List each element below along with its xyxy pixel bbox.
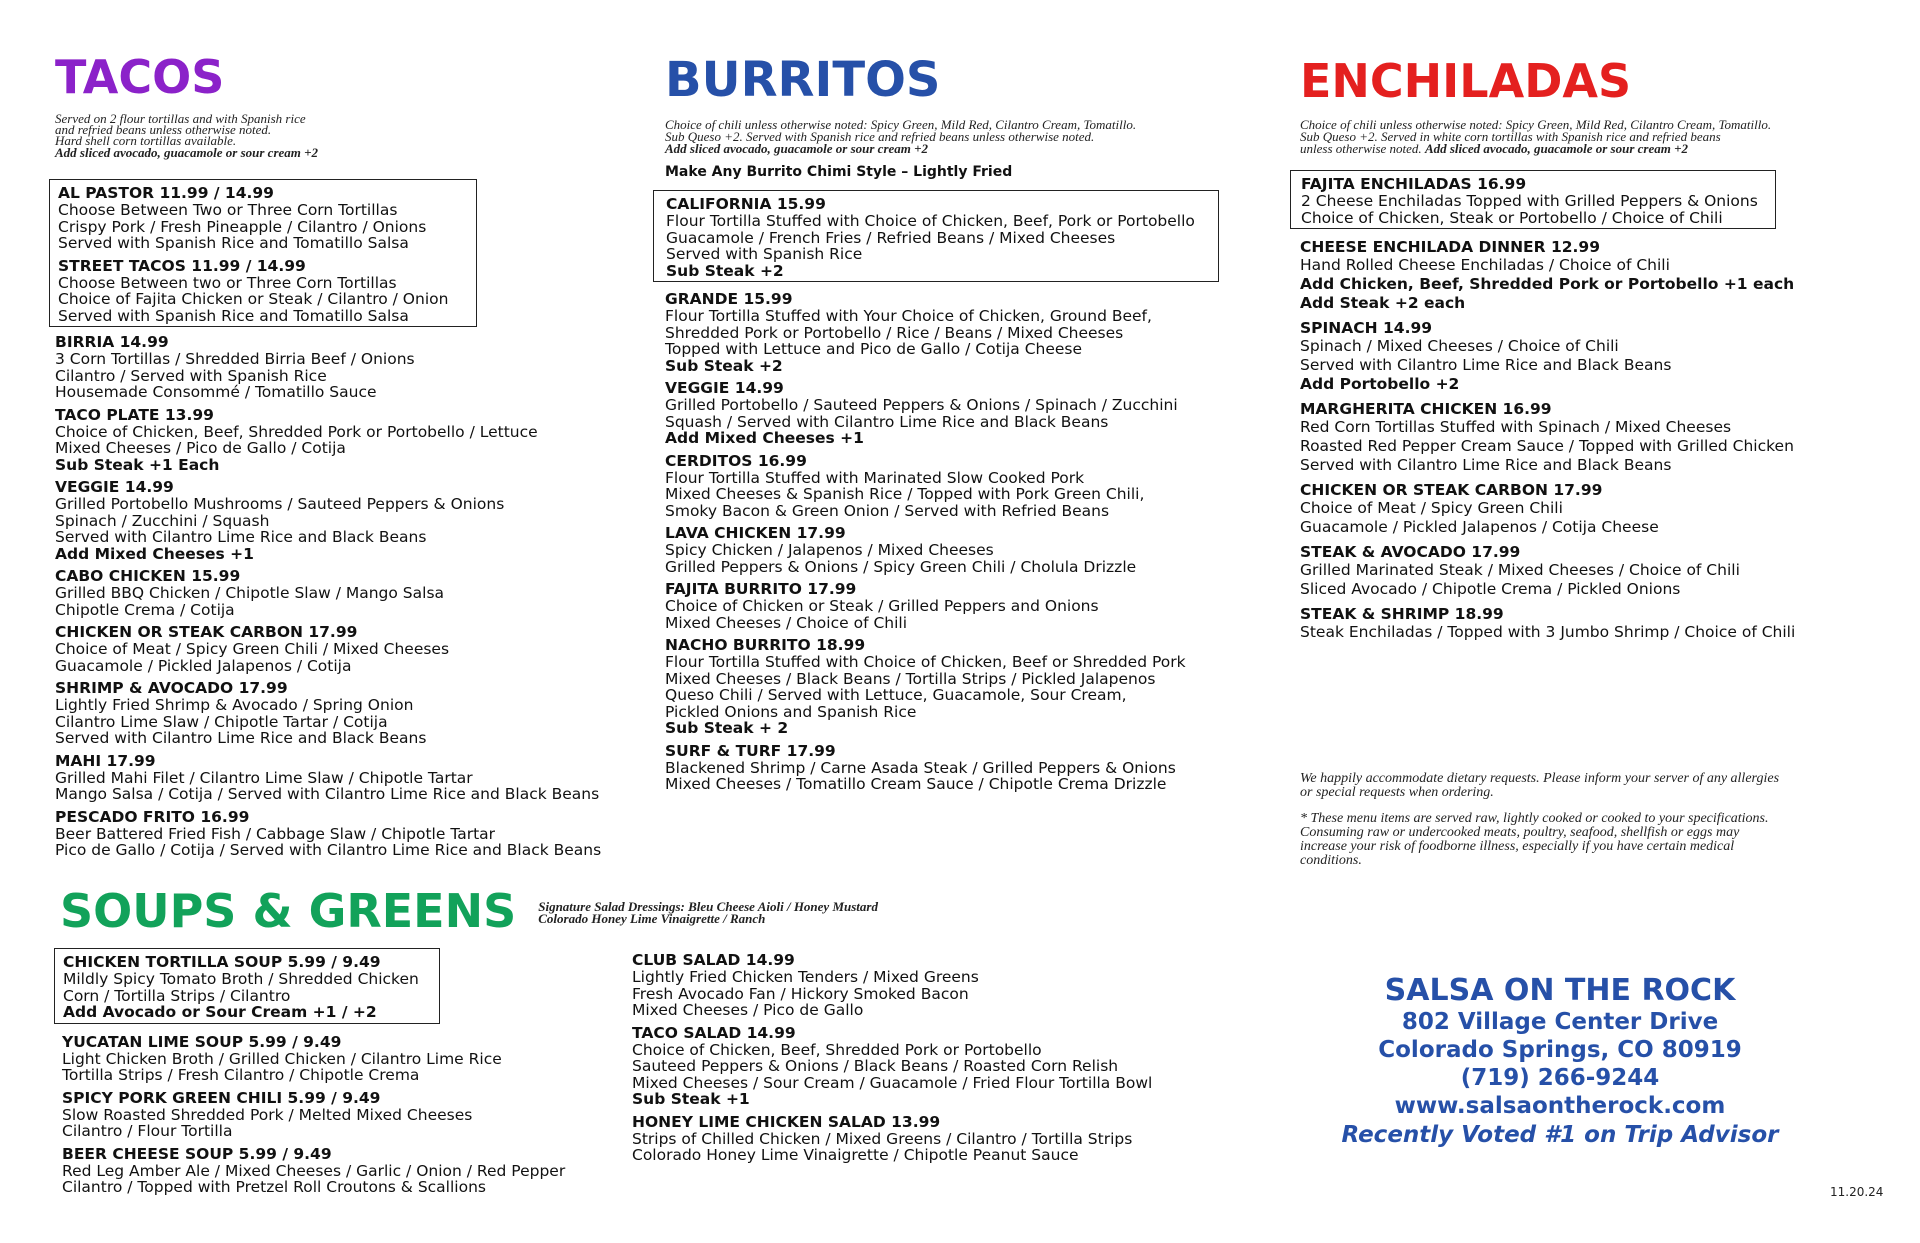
item-name: SHRIMP & AVOCADO 17.99 bbox=[55, 679, 288, 697]
item-name: STEAK & AVOCADO 17.99 bbox=[1300, 543, 1521, 561]
item-desc: Choice of Chicken or Steak / Grilled Peppers and Onions bbox=[665, 597, 1099, 615]
item-desc: Crispy Pork / Fresh Pineapple / Cilantro / Onions bbox=[58, 217, 427, 236]
menu-item-mahi bbox=[55, 753, 665, 803]
restaurant-website: www.salsaontherock.com bbox=[1394, 1093, 1726, 1119]
menu-item-shrimp-avocado bbox=[55, 680, 665, 747]
item-desc: Red Corn Tortillas Stuffed with Spinach / Mixed Cheeses bbox=[1300, 418, 1732, 436]
menu-item-spicy-pork-green-chili bbox=[62, 1090, 622, 1140]
item-upcharge: Add Portobello +2 bbox=[1300, 375, 1460, 393]
item-desc: Grilled Peppers & Onions / Spicy Green Chili / Cholula Drizzle bbox=[665, 557, 1137, 576]
item-name: CLUB SALAD 14.99 bbox=[632, 951, 795, 969]
item-name: NACHO BURRITO 18.99 bbox=[665, 636, 866, 654]
tacos-note-line: and refried beans unless otherwise noted. bbox=[55, 122, 272, 137]
burritos-items bbox=[665, 291, 1265, 793]
item-desc: Served with Spanish Rice and Tomatillo Salsa bbox=[58, 306, 409, 325]
menu-item-surf-turf bbox=[665, 743, 1265, 793]
item-name: TACO PLATE 13.99 bbox=[55, 405, 214, 424]
item-desc: Choice of Chicken, Beef, Shredded Pork or Portobello bbox=[632, 1040, 1042, 1059]
soups-left-column bbox=[62, 948, 622, 1202]
item-desc: Choice of Meat / Spicy Green Chili / Mixed Cheeses bbox=[55, 640, 450, 658]
menu-item-fajita-enchiladas bbox=[1301, 176, 1767, 226]
item-desc: Red Leg Amber Ale / Mixed Cheeses / Garlic / Onion / Red Pepper bbox=[62, 1161, 566, 1180]
item-desc: Grilled Portobello Mushrooms / Sauteed Peppers & Onions bbox=[55, 495, 505, 513]
item-name: MARGHERITA CHICKEN 16.99 bbox=[1300, 400, 1552, 418]
item-desc: Smoky Bacon & Green Onion / Served with Refried Beans bbox=[665, 501, 1110, 520]
menu-item-cheese-enchilada-dinner bbox=[1300, 239, 1900, 313]
item-upcharge: Sub Steak +2 bbox=[665, 356, 783, 375]
tacos-notes bbox=[55, 112, 665, 159]
item-desc: Flour Tortilla Stuffed with Your Choice of Chicken, Ground Beef, bbox=[665, 307, 1152, 325]
item-desc: Guacamole / Pickled Jalapenos / Cotija bbox=[55, 656, 352, 675]
item-upcharge: Sub Steak +1 bbox=[632, 1090, 750, 1108]
item-desc: Topped with Lettuce and Pico de Gallo / Cotija Cheese bbox=[665, 340, 1083, 358]
item-desc: Slow Roasted Shredded Pork / Melted Mixed Cheeses bbox=[62, 1105, 473, 1124]
enchiladas-note-line: Choice of chili unless otherwise noted: Spicy Green, Mild Red, Cilantro Cream, Tomatillo. bbox=[1300, 117, 1772, 132]
menu-item-steak-shrimp bbox=[1300, 606, 1900, 642]
menu-item-street-tacos bbox=[58, 258, 468, 325]
menu-item-cerditos bbox=[665, 453, 1265, 520]
item-desc: Mixed Cheeses / Pico de Gallo bbox=[632, 1001, 864, 1019]
menu-item-yucatan-lime-soup bbox=[62, 1034, 622, 1084]
item-desc: Corn / Tortilla Strips / Cilantro bbox=[63, 986, 291, 1005]
burritos-title: BURRITOS bbox=[665, 52, 941, 108]
item-name: SPINACH 14.99 bbox=[1300, 319, 1433, 337]
enchiladas-note-line: Sub Queso +2. Served in white corn tortillas with Spanish rice and refried beans bbox=[1300, 129, 1721, 144]
item-desc: Mixed Cheeses & Spanish Rice / Topped with Pork Green Chili, bbox=[665, 485, 1145, 503]
item-desc: Cilantro / Topped with Pretzel Roll Croutons & Scallions bbox=[62, 1178, 486, 1196]
restaurant-info bbox=[1300, 974, 1820, 1150]
item-upcharge: Add Steak +2 each bbox=[1300, 294, 1466, 312]
enchiladas-note-line bbox=[1300, 142, 1900, 155]
enchiladas-add-note: Add sliced avocado, guacamole or sour cream +2 bbox=[1424, 141, 1688, 156]
menu-item-veggie-taco bbox=[55, 479, 665, 562]
item-desc: Light Chicken Broth / Grilled Chicken / Cilantro Lime Rice bbox=[62, 1049, 502, 1068]
item-desc: Cilantro / Served with Spanish Rice bbox=[55, 366, 327, 385]
item-desc: Blackened Shrimp / Carne Asada Steak / Grilled Peppers & Onions bbox=[665, 758, 1176, 777]
item-desc: Mildly Spicy Tomato Broth / Shredded Chicken bbox=[63, 970, 419, 988]
item-name: BEER CHEESE SOUP 5.99 / 9.49 bbox=[62, 1144, 332, 1163]
dietary-notice bbox=[1300, 772, 1820, 880]
dietary-request-note: We happily accommodate dietary requests. Please inform your server of any allergies or special requests when ordering. bbox=[1300, 771, 1780, 800]
item-upcharge: Sub Steak + 2 bbox=[665, 719, 789, 737]
item-desc: Grilled Portobello / Sauteed Peppers & Onions / Spinach / Zucchini bbox=[665, 396, 1178, 414]
menu-item-margherita-chicken bbox=[1300, 401, 1900, 475]
item-desc: Choose Between Two or Three Corn Tortillas bbox=[58, 201, 398, 219]
item-name: LAVA CHICKEN 17.99 bbox=[665, 524, 846, 542]
item-desc: Housemade Consommé / Tomatillo Sauce bbox=[55, 383, 377, 401]
item-desc: Spinach / Zucchini / Squash bbox=[55, 511, 270, 530]
item-desc: Sliced Avocado / Chipotle Crema / Pickled Onions bbox=[1300, 580, 1681, 598]
item-name: CALIFORNIA 15.99 bbox=[666, 195, 826, 213]
item-desc: Roasted Red Pepper Cream Sauce / Topped with Grilled Chicken bbox=[1300, 437, 1794, 455]
item-name: STEAK & SHRIMP 18.99 bbox=[1300, 605, 1504, 623]
item-desc: Grilled Mahi Filet / Cilantro Lime Slaw / Chipotle Tartar bbox=[55, 768, 473, 787]
burritos-add-note: Add sliced avocado, guacamole or sour cream +2 bbox=[665, 141, 929, 156]
soups-header bbox=[60, 884, 1260, 938]
soups-title: SOUPS & GREENS bbox=[60, 884, 517, 938]
item-upcharge: Add Mixed Cheeses +1 bbox=[55, 544, 254, 563]
burritos-note-line: Sub Queso +2. Served with Spanish rice and refried beans unless otherwise noted. bbox=[665, 129, 1095, 144]
item-name: AL PASTOR 11.99 / 14.99 bbox=[58, 184, 274, 202]
item-desc: Cilantro Lime Slaw / Chipotle Tartar / Cotija bbox=[55, 712, 388, 731]
item-desc: Choice of Chicken, Beef, Shredded Pork or Portobello / Lettuce bbox=[55, 422, 538, 441]
item-desc: Sauteed Peppers & Onions / Black Beans / Roasted Corn Relish bbox=[632, 1057, 1119, 1075]
item-desc: Mixed Cheeses / Choice of Chili bbox=[665, 613, 908, 632]
salad-dressings-line: Signature Salad Dressings: Bleu Cheese Aioli / Honey Mustard bbox=[538, 899, 878, 914]
item-upcharge: Add Avocado or Sour Cream +1 / +2 bbox=[63, 1003, 377, 1021]
item-desc: Served with Cilantro Lime Rice and Black Beans bbox=[1300, 356, 1672, 374]
item-desc: Shredded Pork or Portobello / Rice / Beans / Mixed Cheeses bbox=[665, 323, 1124, 342]
item-desc: Queso Chili / Served with Lettuce, Guacamole, Sour Cream, bbox=[665, 686, 1127, 704]
item-desc: Served with Spanish Rice bbox=[666, 245, 863, 263]
item-name: VEGGIE 14.99 bbox=[55, 478, 174, 496]
item-upcharge: Add Chicken, Beef, Shredded Pork or Portobello +1 each bbox=[1300, 275, 1795, 293]
restaurant-phone: (719) 266-9244 bbox=[1460, 1065, 1660, 1091]
tacos-note-line: Served on 2 flour tortillas and with Spanish rice bbox=[55, 111, 306, 126]
soups-items bbox=[62, 1034, 622, 1196]
item-desc: Strips of Chilled Chicken / Mixed Greens / Cilantro / Tortilla Strips bbox=[632, 1129, 1133, 1148]
item-desc: Squash / Served with Cilantro Lime Rice and Black Beans bbox=[665, 412, 1109, 431]
enchiladas-note-plain: unless otherwise noted. bbox=[1300, 141, 1425, 156]
item-desc: Served with Cilantro Lime Rice and Black Beans bbox=[55, 528, 427, 546]
menu-item-taco-plate bbox=[55, 407, 665, 474]
menu-item-taco-salad bbox=[632, 1025, 1232, 1108]
item-desc: Hand Rolled Cheese Enchiladas / Choice of Chili bbox=[1300, 256, 1670, 274]
restaurant-address: 802 Village Center Drive bbox=[1401, 1009, 1719, 1035]
item-desc: Mixed Cheeses / Tomatillo Cream Sauce / Chipotle Crema Drizzle bbox=[665, 775, 1167, 793]
menu-item-chicken-steak-carbon-enchilada bbox=[1300, 482, 1900, 537]
enchiladas-featured-box bbox=[1290, 170, 1776, 229]
item-desc: Served with Cilantro Lime Rice and Black Beans bbox=[1300, 456, 1672, 474]
item-desc: 3 Corn Tortillas / Shredded Birria Beef / Onions bbox=[55, 350, 415, 368]
item-name: CHICKEN OR STEAK CARBON 17.99 bbox=[1300, 481, 1603, 499]
burritos-notes bbox=[665, 118, 1265, 155]
item-name: MAHI 17.99 bbox=[55, 751, 156, 770]
enchiladas-items bbox=[1300, 239, 1900, 642]
item-name: VEGGIE 14.99 bbox=[665, 379, 784, 397]
menu-item-beer-cheese-soup bbox=[62, 1146, 622, 1196]
menu-item-cabo-chicken bbox=[55, 568, 665, 618]
tacos-add-note: Add sliced avocado, guacamole or sour cream +2 bbox=[55, 145, 319, 160]
item-desc: Steak Enchiladas / Topped with 3 Jumbo Shrimp / Choice of Chili bbox=[1300, 623, 1796, 641]
tacos-section bbox=[55, 50, 665, 865]
item-desc: Flour Tortilla Stuffed with Choice of Chicken, Beef or Shredded Pork bbox=[665, 653, 1186, 671]
item-name: STREET TACOS 11.99 / 14.99 bbox=[58, 256, 306, 275]
item-desc: Choice of Fajita Chicken or Steak / Cilantro / Onion bbox=[58, 290, 449, 308]
item-name: HONEY LIME CHICKEN SALAD 13.99 bbox=[632, 1112, 941, 1131]
restaurant-city: Colorado Springs, CO 80919 bbox=[1378, 1037, 1742, 1063]
menu-item-chicken-tortilla-soup bbox=[63, 954, 431, 1021]
item-desc: Served with Spanish Rice and Tomatillo Salsa bbox=[58, 234, 409, 252]
soups-featured-box bbox=[54, 948, 440, 1024]
item-desc: Cilantro / Flour Tortilla bbox=[62, 1122, 233, 1140]
enchiladas-section bbox=[1300, 54, 1900, 649]
menu-item-steak-avocado bbox=[1300, 544, 1900, 599]
item-upcharge: Add Mixed Cheeses +1 bbox=[665, 429, 864, 447]
item-desc: Grilled Marinated Steak / Mixed Cheeses / Choice of Chili bbox=[1300, 561, 1740, 579]
item-name: SPICY PORK GREEN CHILI 5.99 / 9.49 bbox=[62, 1088, 381, 1107]
tacos-items bbox=[55, 334, 665, 859]
menu-item-california bbox=[666, 196, 1210, 279]
restaurant-name: SALSA ON THE ROCK bbox=[1384, 973, 1736, 1008]
salad-dressings bbox=[538, 900, 878, 925]
item-desc: Spinach / Mixed Cheeses / Choice of Chili bbox=[1300, 337, 1619, 355]
menu-item-veggie-burrito bbox=[665, 380, 1265, 447]
item-desc: Tortilla Strips / Fresh Cilantro / Chipotle Crema bbox=[62, 1066, 420, 1084]
item-name: PESCADO FRITO 16.99 bbox=[55, 807, 250, 826]
item-desc: Served with Cilantro Lime Rice and Black Beans bbox=[55, 729, 427, 747]
item-name: SURF & TURF 17.99 bbox=[665, 741, 836, 760]
menu-item-nacho-burrito bbox=[665, 637, 1265, 737]
menu-item-grande bbox=[665, 291, 1265, 374]
item-desc: Beer Battered Fried Fish / Cabbage Slaw / Chipotle Tartar bbox=[55, 824, 496, 843]
salad-dressings-line: Colorado Honey Lime Vinaigrette / Ranch bbox=[538, 911, 766, 926]
item-desc: Pickled Onions and Spanish Rice bbox=[665, 702, 917, 721]
menu-item-fajita-burrito bbox=[665, 581, 1265, 631]
item-desc: Mixed Cheeses / Pico de Gallo / Cotija bbox=[55, 439, 346, 457]
item-desc: Mixed Cheeses / Black Beans / Tortilla Strips / Pickled Jalapenos bbox=[665, 669, 1156, 688]
menu-item-chicken-steak-carbon-taco bbox=[55, 624, 665, 674]
item-name: BIRRIA 14.99 bbox=[55, 333, 169, 351]
restaurant-tagline: Recently Voted #1 on Trip Advisor bbox=[1341, 1122, 1779, 1148]
item-desc: Fresh Avocado Fan / Hickory Smoked Bacon bbox=[632, 984, 969, 1003]
item-desc: Guacamole / Pickled Jalapenos / Cotija Cheese bbox=[1300, 518, 1659, 536]
menu-item-lava-chicken bbox=[665, 525, 1265, 575]
menu-item-spinach bbox=[1300, 320, 1900, 394]
menu-item-pescado-frito bbox=[55, 809, 665, 859]
burritos-section bbox=[665, 52, 1265, 799]
soups-section bbox=[60, 884, 1260, 938]
item-name: CABO CHICKEN 15.99 bbox=[55, 567, 241, 585]
item-desc: Grilled BBQ Chicken / Chipotle Slaw / Mango Salsa bbox=[55, 584, 445, 602]
item-name: FAJITA ENCHILADAS 16.99 bbox=[1301, 175, 1527, 193]
item-name: TACO SALAD 14.99 bbox=[632, 1023, 796, 1042]
enchiladas-notes bbox=[1300, 118, 1900, 155]
item-desc: Lightly Fried Chicken Tenders / Mixed Greens bbox=[632, 968, 979, 986]
tacos-title: TACOS bbox=[55, 50, 225, 104]
burritos-note-line: Choice of chili unless otherwise noted: Spicy Green, Mild Red, Cilantro Cream, Tomatillo. bbox=[665, 117, 1137, 132]
menu-item-honey-lime-chicken-salad bbox=[632, 1114, 1232, 1164]
item-desc: Guacamole / French Fries / Refried Beans / Mixed Cheeses bbox=[666, 228, 1116, 247]
item-desc: Flour Tortilla Stuffed with Choice of Chicken, Beef, Pork or Portobello bbox=[666, 212, 1195, 230]
menu-date-code: 11.20.24 bbox=[1830, 1185, 1884, 1199]
item-desc: Spicy Chicken / Jalapenos / Mixed Cheeses bbox=[665, 541, 994, 559]
menu-item-birria bbox=[55, 334, 665, 401]
tacos-featured-box bbox=[49, 179, 477, 327]
item-name: CHEESE ENCHILADA DINNER 12.99 bbox=[1300, 238, 1601, 256]
item-desc: Choice of Chicken, Steak or Portobello / Choice of Chili bbox=[1301, 208, 1723, 227]
item-desc: Mango Salsa / Cotija / Served with Cilantro Lime Rice and Black Beans bbox=[55, 785, 600, 803]
foodborne-illness-warning: * These menu items are served raw, lightly cooked or cooked to your specifications. Consuming raw or undercooked meats, poultry, seafood, shellfish or eggs may increase your risk of foodborne illness, especially if you have certain medical conditions. bbox=[1300, 811, 1769, 868]
item-upcharge: Sub Steak +1 Each bbox=[55, 455, 220, 474]
salads-column bbox=[632, 952, 1232, 1170]
item-name: YUCATAN LIME SOUP 5.99 / 9.49 bbox=[62, 1032, 342, 1051]
item-desc: Mixed Cheeses / Sour Cream / Guacamole / Fried Flour Tortilla Bowl bbox=[632, 1073, 1153, 1092]
item-name: GRANDE 15.99 bbox=[665, 290, 793, 308]
item-desc: Choice of Meat / Spicy Green Chili bbox=[1300, 499, 1563, 517]
item-name: FAJITA BURRITO 17.99 bbox=[665, 580, 857, 598]
item-desc: Colorado Honey Lime Vinaigrette / Chipotle Peanut Sauce bbox=[632, 1146, 1079, 1164]
item-desc: 2 Cheese Enchiladas Topped with Grilled Peppers & Onions bbox=[1301, 192, 1758, 210]
item-name: CHICKEN TORTILLA SOUP 5.99 / 9.49 bbox=[63, 953, 381, 971]
item-desc: Chipotle Crema / Cotija bbox=[55, 600, 235, 619]
burritos-featured-box bbox=[653, 190, 1219, 282]
item-name: CERDITOS 16.99 bbox=[665, 451, 807, 470]
enchiladas-title: ENCHILADAS bbox=[1300, 54, 1632, 108]
item-desc: Lightly Fried Shrimp & Avocado / Spring Onion bbox=[55, 696, 414, 714]
item-name: CHICKEN OR STEAK CARBON 17.99 bbox=[55, 623, 358, 641]
item-desc: Flour Tortilla Stuffed with Marinated Slow Cooked Pork bbox=[665, 468, 1085, 487]
burritos-chimi-note: Make Any Burrito Chimi Style – Lightly Fried bbox=[665, 164, 1013, 180]
menu-item-club-salad bbox=[632, 952, 1232, 1019]
item-desc: Choose Between two or Three Corn Tortillas bbox=[58, 273, 397, 292]
menu-item-al-pastor bbox=[58, 185, 468, 252]
item-upcharge: Sub Steak +2 bbox=[666, 261, 784, 280]
item-desc: Pico de Gallo / Cotija / Served with Cilantro Lime Rice and Black Beans bbox=[55, 841, 602, 859]
tacos-note-line: Hard shell corn tortillas available. bbox=[55, 133, 237, 148]
